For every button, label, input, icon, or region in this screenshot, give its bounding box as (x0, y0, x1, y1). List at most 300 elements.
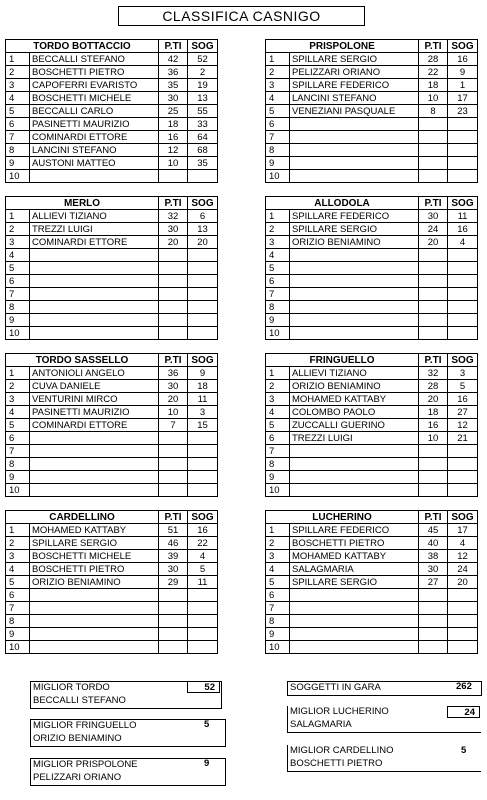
row-sog (448, 144, 478, 157)
row-rank: 1 (6, 53, 30, 66)
row-sog: 4 (448, 537, 478, 550)
row-points: 20 (159, 236, 188, 249)
best-fringuello-label: MIGLIOR FRINGUELLO (33, 720, 137, 731)
soggetti-box (287, 681, 482, 696)
row-sog: 3 (448, 367, 478, 380)
row-sog: 52 (188, 53, 218, 66)
row-points: 24 (419, 223, 448, 236)
header-points: P.TI (419, 354, 448, 367)
row-rank: 8 (266, 301, 290, 314)
table-row (266, 275, 478, 288)
table-row (6, 406, 218, 419)
row-name: SPILLARE FEDERICO (290, 210, 419, 223)
row-points: 30 (159, 92, 188, 105)
row-name (290, 314, 419, 327)
row-sog (188, 288, 218, 301)
table-row (6, 314, 218, 327)
row-name (30, 249, 159, 262)
row-rank: 5 (6, 576, 30, 589)
row-rank: 7 (266, 288, 290, 301)
table-row (6, 628, 218, 641)
table-row (266, 314, 478, 327)
table-row (266, 589, 478, 602)
row-rank: 5 (266, 419, 290, 432)
best-prispolone-label: MIGLIOR PRISPOLONE (33, 759, 138, 770)
row-rank: 2 (6, 380, 30, 393)
row-rank: 4 (266, 92, 290, 105)
ranking-table (5, 39, 218, 183)
row-sog: 11 (448, 210, 478, 223)
row-name: LANCINI STEFANO (290, 92, 419, 105)
table-row (6, 576, 218, 589)
row-name: BOSCHETTI PIETRO (30, 563, 159, 576)
header-points: P.TI (159, 40, 188, 53)
row-sog: 3 (188, 406, 218, 419)
row-name (290, 327, 419, 340)
row-sog (448, 288, 478, 301)
row-points: 10 (419, 432, 448, 445)
row-name: LANCINI STEFANO (30, 144, 159, 157)
row-points (159, 288, 188, 301)
table-row (266, 550, 478, 563)
row-rank: 3 (6, 236, 30, 249)
row-points (419, 157, 448, 170)
row-rank: 2 (6, 537, 30, 550)
row-rank: 10 (266, 170, 290, 183)
best-tordo-name: BECCALLI STEFANO (33, 695, 126, 706)
row-rank: 1 (6, 524, 30, 537)
row-points: 30 (159, 380, 188, 393)
row-name (30, 445, 159, 458)
row-name (30, 170, 159, 183)
table-row (6, 118, 218, 131)
row-sog (448, 602, 478, 615)
row-points: 27 (419, 576, 448, 589)
table-row (266, 602, 478, 615)
row-name: ZUCCALLI GUERINO (290, 419, 419, 432)
table-row (266, 432, 478, 445)
row-name: ORIZIO BENIAMINO (30, 576, 159, 589)
row-points: 20 (159, 393, 188, 406)
row-points: 39 (159, 550, 188, 563)
row-name (30, 589, 159, 602)
row-name: SPILLARE SERGIO (30, 537, 159, 550)
row-sog (448, 157, 478, 170)
row-points (419, 445, 448, 458)
row-rank: 8 (6, 615, 30, 628)
table-title: TORDO BOTTACCIO (6, 40, 159, 53)
row-points: 22 (419, 66, 448, 79)
table-row (6, 393, 218, 406)
row-points: 38 (419, 550, 448, 563)
row-sog (188, 314, 218, 327)
row-sog: 16 (188, 524, 218, 537)
soggetti-value: 262 (456, 681, 472, 692)
row-sog (448, 445, 478, 458)
row-rank: 6 (266, 589, 290, 602)
ranking-table (265, 39, 478, 183)
table-row (6, 445, 218, 458)
row-points: 28 (419, 380, 448, 393)
table-row (6, 550, 218, 563)
table-row (266, 484, 478, 497)
table-row (6, 563, 218, 576)
row-rank: 7 (6, 602, 30, 615)
header-sog: SOG (448, 40, 478, 53)
table-title: MERLO (6, 197, 159, 210)
row-sog (448, 641, 478, 654)
row-name: TREZZI LUIGI (290, 432, 419, 445)
row-sog (448, 131, 478, 144)
row-name (290, 157, 419, 170)
ranking-table (5, 353, 218, 497)
row-sog: 9 (448, 66, 478, 79)
table-row (266, 288, 478, 301)
row-points (159, 301, 188, 314)
row-points (419, 262, 448, 275)
row-points: 18 (419, 406, 448, 419)
table-row (266, 157, 478, 170)
row-rank: 10 (6, 170, 30, 183)
row-points (159, 170, 188, 183)
header-points: P.TI (419, 40, 448, 53)
table-row (6, 301, 218, 314)
table-title: CARDELLINO (6, 511, 159, 524)
row-name: ANTONIOLI ANGELO (30, 367, 159, 380)
row-sog (188, 249, 218, 262)
row-points: 7 (159, 419, 188, 432)
table-row (6, 615, 218, 628)
table-row (6, 262, 218, 275)
row-points (419, 628, 448, 641)
row-sog (188, 262, 218, 275)
table-row (6, 157, 218, 170)
row-points: 10 (159, 406, 188, 419)
row-points: 18 (159, 118, 188, 131)
row-rank: 9 (6, 314, 30, 327)
table-row (266, 79, 478, 92)
row-sog: 15 (188, 419, 218, 432)
row-sog (188, 471, 218, 484)
row-rank: 6 (6, 589, 30, 602)
row-rank: 6 (266, 275, 290, 288)
table-row (266, 458, 478, 471)
table-row (266, 445, 478, 458)
row-rank: 4 (266, 249, 290, 262)
row-rank: 9 (266, 157, 290, 170)
row-sog: 55 (188, 105, 218, 118)
table-row (6, 524, 218, 537)
row-points: 10 (419, 92, 448, 105)
row-name (30, 288, 159, 301)
table-row (266, 236, 478, 249)
row-points: 36 (159, 66, 188, 79)
row-points: 30 (419, 563, 448, 576)
row-points (419, 314, 448, 327)
row-sog (448, 615, 478, 628)
row-rank: 10 (6, 484, 30, 497)
row-name: ORIZIO BENIAMINO (290, 236, 419, 249)
best-prispolone-name: PELIZZARI ORIANO (33, 772, 122, 783)
row-name: PELIZZARI ORIANO (290, 66, 419, 79)
soggetti-label: SOGGETTI IN GARA (290, 682, 381, 693)
row-sog (188, 301, 218, 314)
table-row (6, 79, 218, 92)
table-row (266, 144, 478, 157)
ranking-table (265, 510, 478, 654)
table-row (6, 537, 218, 550)
row-points (159, 445, 188, 458)
table-row (6, 432, 218, 445)
row-points (159, 641, 188, 654)
table-row (6, 210, 218, 223)
row-name (30, 301, 159, 314)
row-rank: 5 (6, 419, 30, 432)
table-row (6, 367, 218, 380)
row-sog (188, 275, 218, 288)
row-sog: 19 (188, 79, 218, 92)
row-sog: 23 (448, 105, 478, 118)
row-points: 20 (419, 393, 448, 406)
table-row (6, 589, 218, 602)
row-rank: 6 (266, 432, 290, 445)
table-row (266, 327, 478, 340)
row-sog: 11 (188, 576, 218, 589)
row-name: MOHAMED KATTABY (30, 524, 159, 537)
table-row (266, 628, 478, 641)
row-sog (448, 301, 478, 314)
row-rank: 2 (266, 537, 290, 550)
row-name (290, 144, 419, 157)
row-name (30, 615, 159, 628)
row-name: SPILLARE FEDERICO (290, 524, 419, 537)
row-name: VENEZIANI PASQUALE (290, 105, 419, 118)
header-points: P.TI (159, 354, 188, 367)
row-rank: 8 (6, 144, 30, 157)
table-row (266, 92, 478, 105)
row-rank: 7 (266, 602, 290, 615)
table-row (6, 66, 218, 79)
row-points: 12 (159, 144, 188, 157)
table-row (266, 576, 478, 589)
row-name (30, 314, 159, 327)
row-points (159, 589, 188, 602)
row-rank: 9 (266, 628, 290, 641)
row-points: 18 (419, 79, 448, 92)
row-name: BOSCHETTI PIETRO (290, 537, 419, 550)
row-sog (188, 432, 218, 445)
row-sog: 17 (448, 92, 478, 105)
row-points: 28 (419, 53, 448, 66)
row-points (419, 484, 448, 497)
row-name: SALAGMARIA (290, 563, 419, 576)
row-rank: 2 (6, 66, 30, 79)
row-sog: 35 (188, 157, 218, 170)
row-points (159, 314, 188, 327)
row-rank: 4 (6, 92, 30, 105)
row-sog (448, 471, 478, 484)
row-rank: 7 (6, 445, 30, 458)
row-name: COLOMBO PAOLO (290, 406, 419, 419)
row-name (290, 262, 419, 275)
row-rank: 7 (266, 131, 290, 144)
table-row (266, 471, 478, 484)
row-rank: 7 (6, 288, 30, 301)
table-row (266, 131, 478, 144)
row-sog (188, 589, 218, 602)
row-name (290, 602, 419, 615)
row-name (290, 589, 419, 602)
row-rank: 1 (266, 367, 290, 380)
row-points: 10 (159, 157, 188, 170)
row-name: MOHAMED KATTABY (290, 550, 419, 563)
row-sog: 12 (448, 419, 478, 432)
row-sog (448, 458, 478, 471)
row-sog: 27 (448, 406, 478, 419)
row-sog: 21 (448, 432, 478, 445)
row-sog (188, 445, 218, 458)
row-points: 40 (419, 537, 448, 550)
table-row (6, 170, 218, 183)
row-name (290, 275, 419, 288)
row-points (159, 602, 188, 615)
table-row (266, 380, 478, 393)
row-name (290, 131, 419, 144)
row-rank: 3 (266, 550, 290, 563)
row-points (419, 118, 448, 131)
row-rank: 6 (6, 275, 30, 288)
row-name: VENTURINI MIRCO (30, 393, 159, 406)
row-sog: 1 (448, 79, 478, 92)
header-sog: SOG (188, 40, 218, 53)
row-sog: 12 (448, 550, 478, 563)
row-name: COMINARDI ETTORE (30, 131, 159, 144)
row-sog: 20 (448, 576, 478, 589)
row-name (290, 471, 419, 484)
row-name (30, 484, 159, 497)
row-points: 45 (419, 524, 448, 537)
row-rank: 5 (266, 576, 290, 589)
table-row (266, 118, 478, 131)
best-fringuello-value: 5 (204, 719, 210, 730)
row-rank: 10 (266, 641, 290, 654)
table-row (266, 563, 478, 576)
row-name (30, 262, 159, 275)
row-sog (188, 327, 218, 340)
row-rank: 8 (266, 458, 290, 471)
row-sog (448, 327, 478, 340)
row-points: 16 (159, 131, 188, 144)
table-row (266, 105, 478, 118)
table-row (266, 66, 478, 79)
row-name (30, 327, 159, 340)
row-name (290, 170, 419, 183)
best-tordo-label: MIGLIOR TORDO (33, 682, 110, 693)
row-points (159, 628, 188, 641)
row-name (30, 628, 159, 641)
table-row (266, 615, 478, 628)
row-rank: 1 (6, 210, 30, 223)
row-sog (188, 170, 218, 183)
row-points: 32 (159, 210, 188, 223)
row-sog (188, 628, 218, 641)
row-name (290, 628, 419, 641)
row-points (419, 131, 448, 144)
row-name: BOSCHETTI MICHELE (30, 92, 159, 105)
row-name (290, 249, 419, 262)
row-sog (188, 602, 218, 615)
row-rank: 3 (6, 550, 30, 563)
row-name: ALLIEVI TIZIANO (290, 367, 419, 380)
best-cardellino-value: 5 (461, 745, 467, 756)
row-name: ORIZIO BENIAMINO (290, 380, 419, 393)
row-sog (448, 275, 478, 288)
row-points (159, 615, 188, 628)
row-rank: 9 (6, 471, 30, 484)
row-sog: 18 (188, 380, 218, 393)
table-title: PRISPOLONE (266, 40, 419, 53)
row-points: 36 (159, 367, 188, 380)
row-sog: 2 (188, 66, 218, 79)
row-points: 51 (159, 524, 188, 537)
row-points: 20 (419, 236, 448, 249)
row-points (159, 432, 188, 445)
table-title: FRINGUELLO (266, 354, 419, 367)
row-sog: 4 (448, 236, 478, 249)
row-rank: 10 (266, 484, 290, 497)
row-rank: 9 (6, 628, 30, 641)
row-name (290, 484, 419, 497)
best-cardellino-box (287, 745, 481, 772)
row-sog (448, 249, 478, 262)
table-row (266, 537, 478, 550)
best-lucherino-value: 24 (447, 706, 480, 718)
row-sog: 24 (448, 563, 478, 576)
row-sog: 13 (188, 223, 218, 236)
row-name: SPILLARE FEDERICO (290, 79, 419, 92)
row-name (30, 641, 159, 654)
row-points: 42 (159, 53, 188, 66)
row-name: BOSCHETTI PIETRO (30, 66, 159, 79)
row-rank: 1 (6, 367, 30, 380)
table-row (266, 393, 478, 406)
table-row (6, 236, 218, 249)
row-sog (448, 170, 478, 183)
table-row (266, 210, 478, 223)
row-name: CAPOFERRI EVARISTO (30, 79, 159, 92)
ranking-table (265, 353, 478, 497)
row-points (419, 641, 448, 654)
table-row (266, 406, 478, 419)
row-points (419, 144, 448, 157)
row-rank: 10 (6, 327, 30, 340)
header-sog: SOG (448, 511, 478, 524)
row-rank: 10 (266, 327, 290, 340)
row-rank: 1 (266, 53, 290, 66)
table-row (6, 249, 218, 262)
row-sog (188, 615, 218, 628)
row-name (30, 432, 159, 445)
row-name (290, 118, 419, 131)
header-sog: SOG (188, 197, 218, 210)
row-points (159, 249, 188, 262)
row-name: PASINETTI MAURIZIO (30, 406, 159, 419)
row-rank: 3 (6, 393, 30, 406)
best-tordo-value: 52 (187, 681, 220, 693)
row-sog (448, 118, 478, 131)
row-rank: 2 (266, 223, 290, 236)
table-row (6, 288, 218, 301)
